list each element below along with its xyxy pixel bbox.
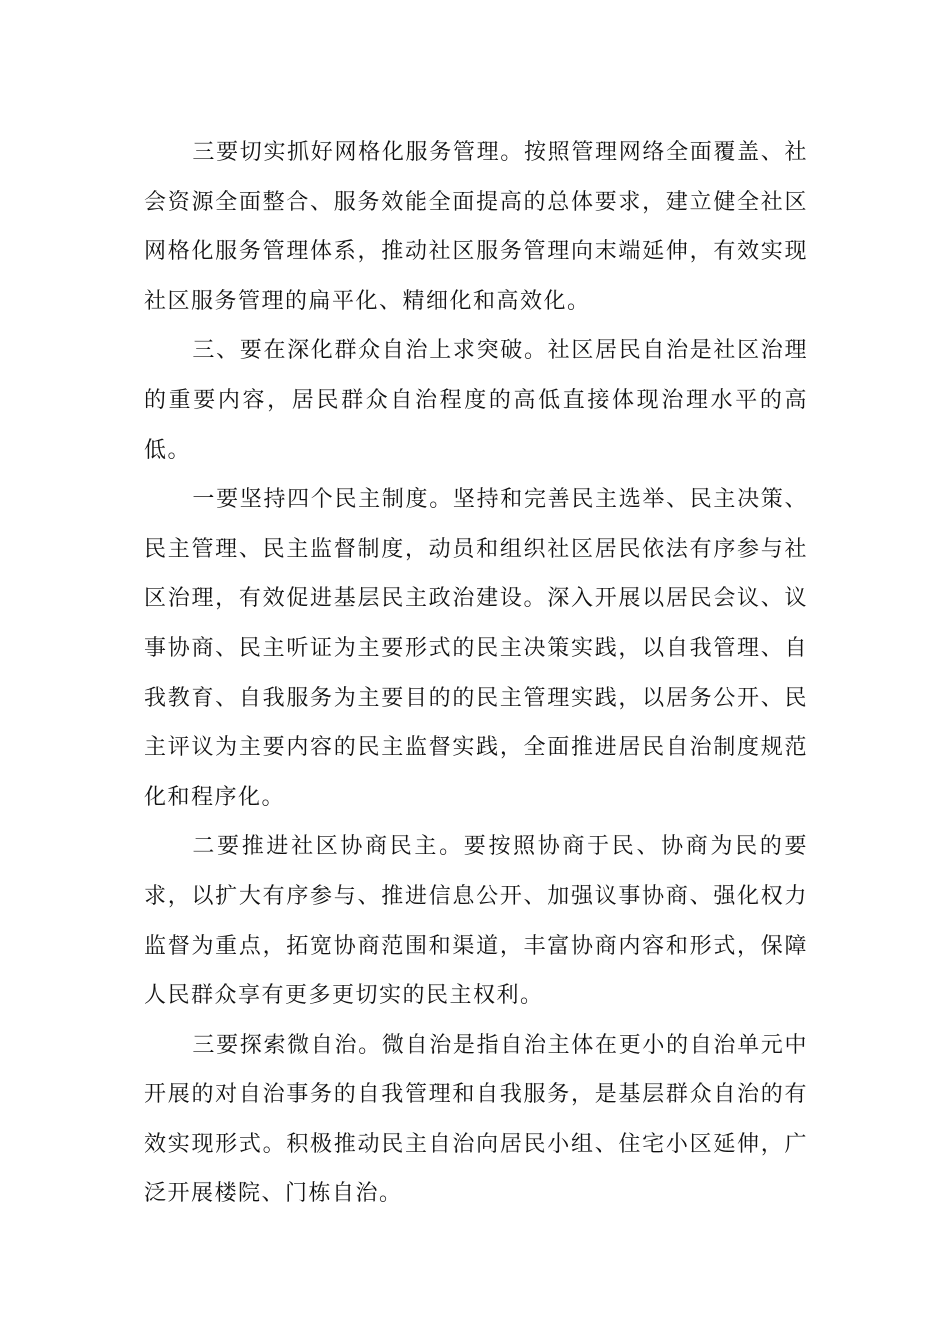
paragraph-four-democratic-systems: 一要坚持四个民主制度。坚持和完善民主选举、民主决策、民主管理、民主监督制度，动员和组织社区居民依法有序参与社区治理，有效促进基层民主政治建设。深入开展以居民会议、议事协商、民主听证为主要形式的民主决策实践，以自我管理、自我教育、自我服务为主要目的的民主管理实践，以居务公开、民主评议为主要内容的民主监督实践，全面推进居民自治制度规范化和程序化。 <box>144 487 808 810</box>
paragraph-grid-management: 三要切实抓好网格化服务管理。按照管理网络全面覆盖、社会资源全面整合、服务效能全面提高的总体要求，建立健全社区网格化服务管理体系，推动社区服务管理向末端延伸，有效实现社区服务管理的扁平化、精细化和高效化。 <box>144 140 808 314</box>
document-body <box>144 128 808 1219</box>
paragraph-consultative-democracy: 二要推进社区协商民主。要按照协商于民、协商为民的要求，以扩大有序参与、推进信息公开、加强议事协商、强化权力监督为重点，拓宽协商范围和渠道，丰富协商内容和形式，保障人民群众享有更多更切实的民主权利。 <box>144 834 808 1009</box>
paragraph-micro-autonomy: 三要探索微自治。微自治是指自治主体在更小的自治单元中开展的对自治事务的自我管理和自我服务，是基层群众自治的有效实现形式。积极推动民主自治向居民小组、住宅小区延伸，广泛开展楼院、门栋自治。 <box>144 1032 808 1207</box>
paragraph-section-three-heading: 三、要在深化群众自治上求突破。社区居民自治是社区治理的重要内容，居民群众自治程度的高低直接体现治理水平的高低。 <box>144 338 808 463</box>
